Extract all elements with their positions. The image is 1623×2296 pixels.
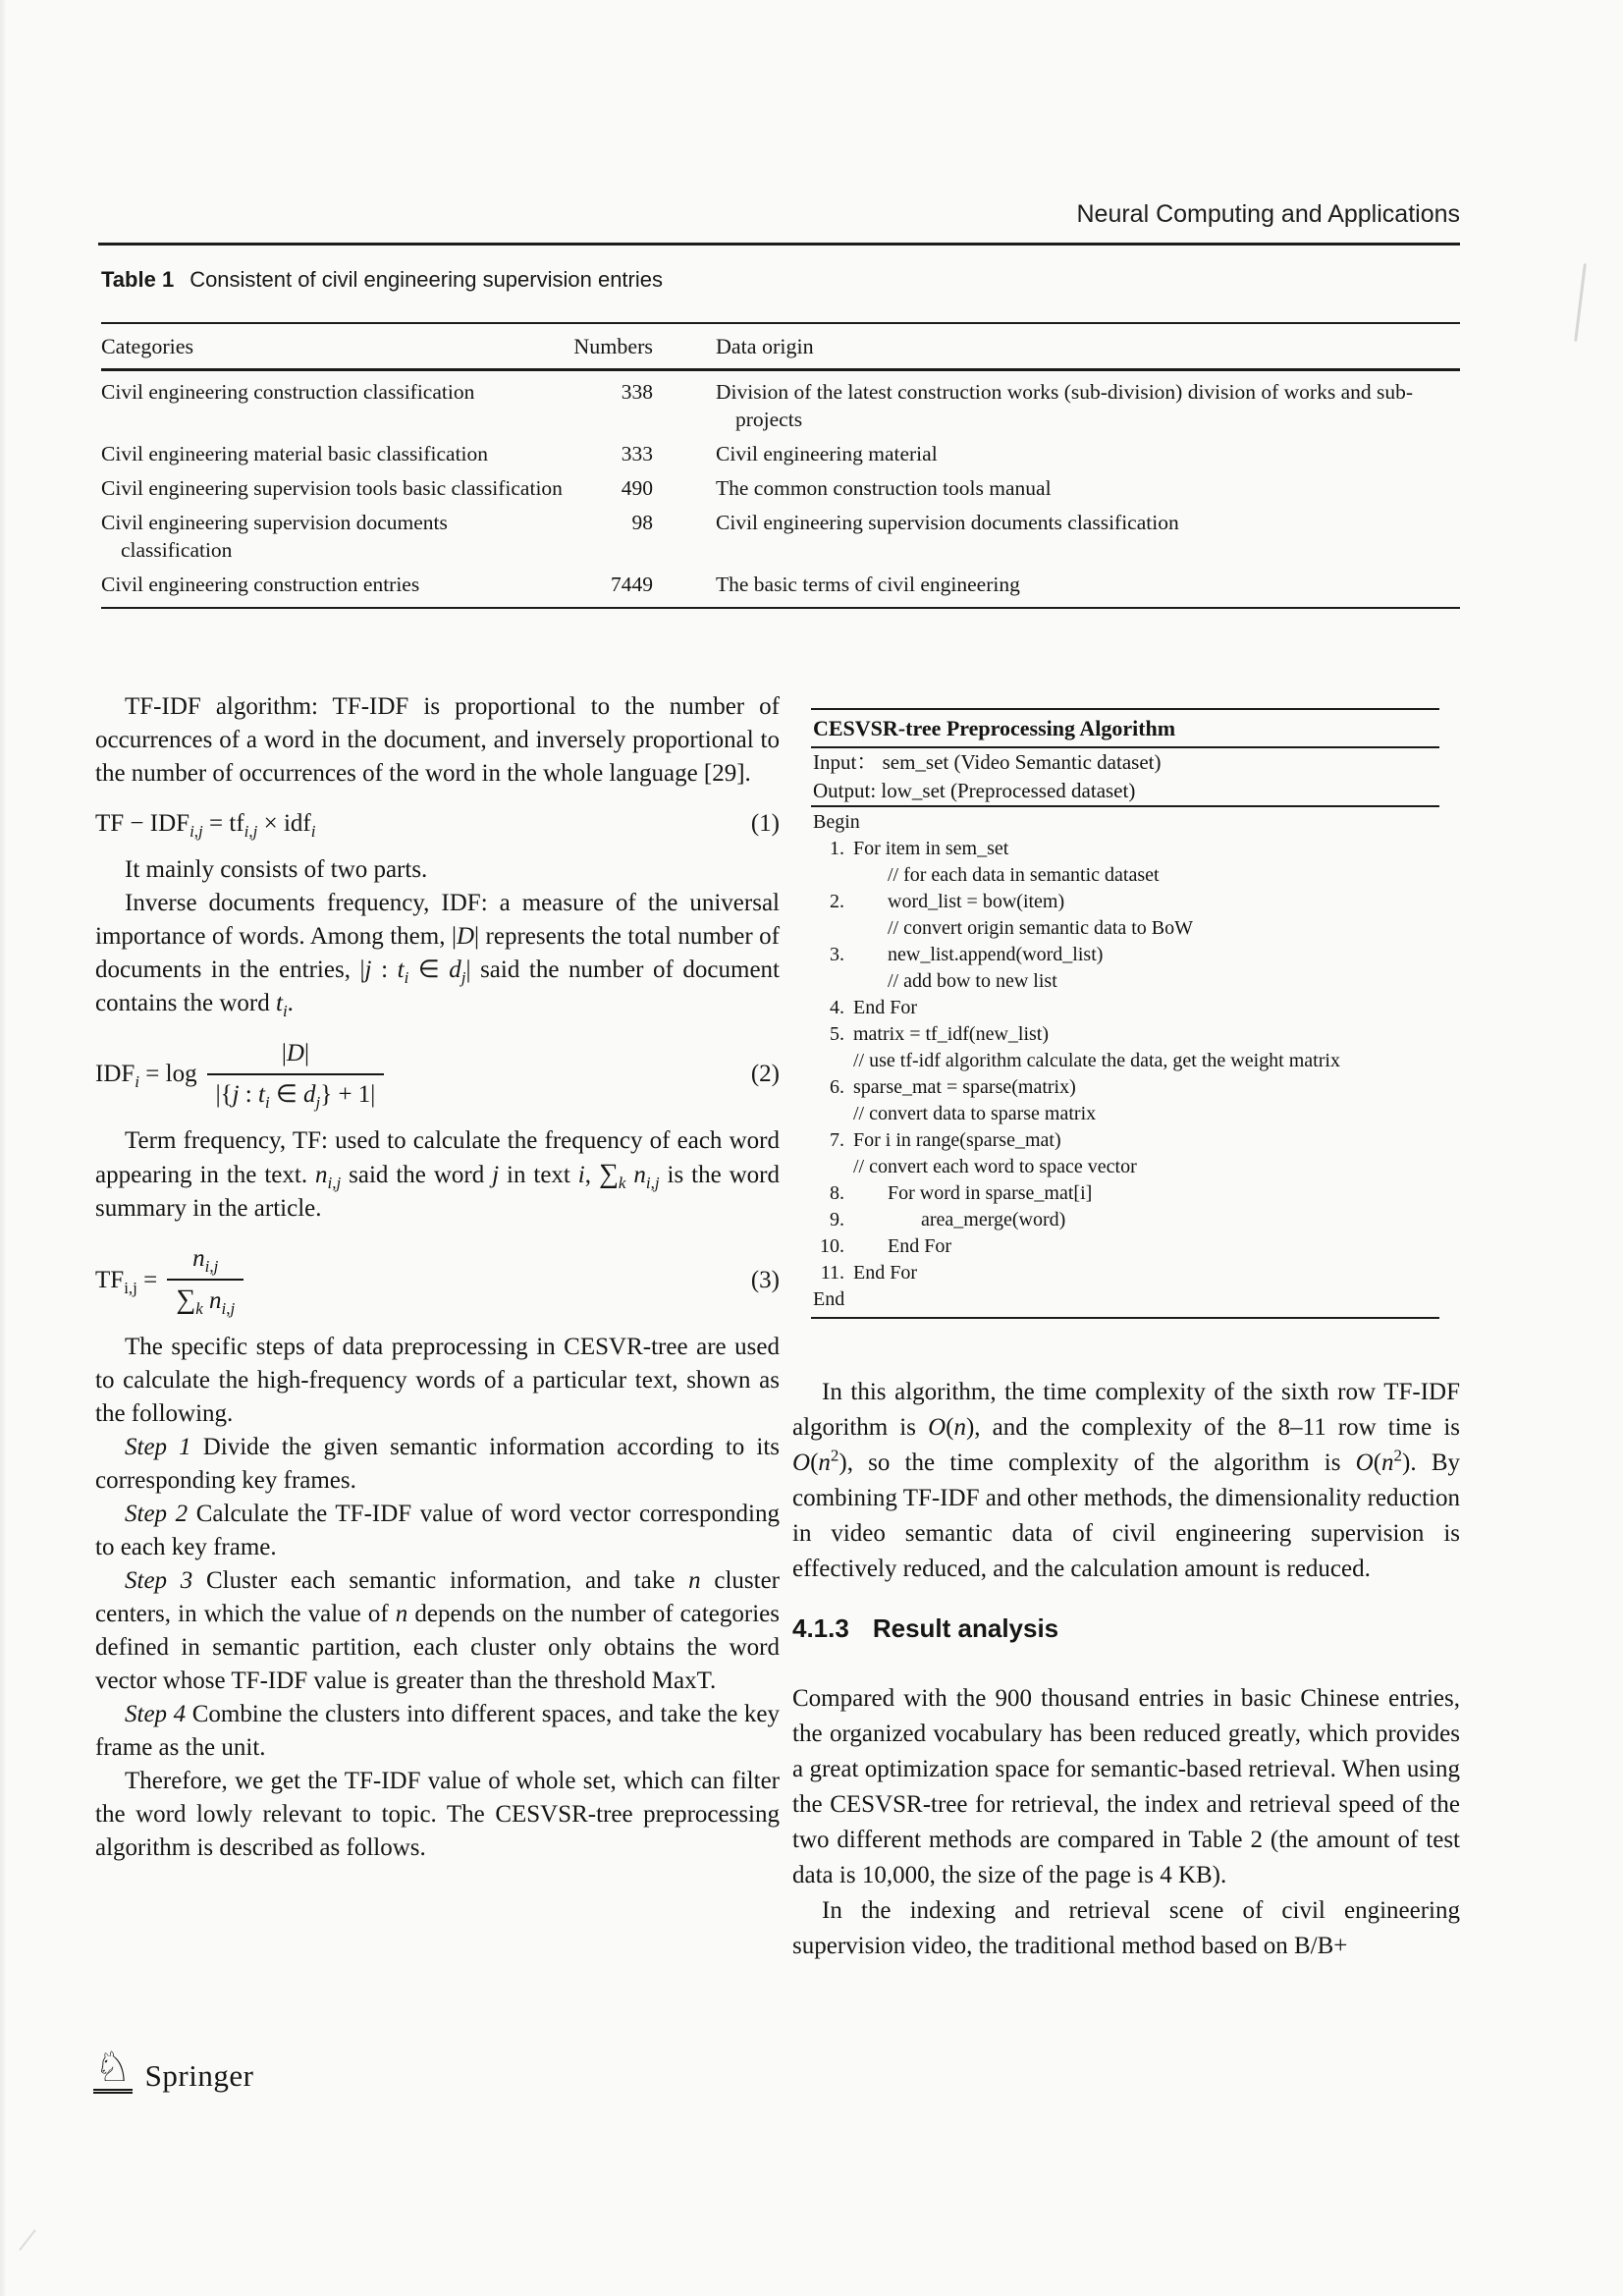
publisher-name: Springer — [144, 2058, 254, 2093]
cell-number: 7449 — [611, 573, 653, 596]
cell-origin: Division of the latest construction works (sub-division) division of works and sub-projects — [716, 380, 1414, 431]
step-paragraph: Step 2 Calculate the TF-IDF value of word vector corresponding to each key frame. — [95, 1501, 780, 1560]
equation-number: (3) — [750, 1266, 780, 1293]
table-header-row — [101, 324, 1460, 368]
algorithm-text: For i in range(sparse_mat) — [853, 1129, 1061, 1151]
algorithm-text: word_list = bow(item) — [888, 891, 1065, 912]
line-number: 7. — [830, 1129, 844, 1151]
line-number: 11. — [820, 1262, 844, 1284]
algorithm-box — [811, 708, 1439, 1319]
algorithm-comment — [811, 1048, 1439, 1074]
cell-category: Civil engineering construction entries — [101, 573, 420, 596]
col-header-data-origin: Data origin — [716, 334, 814, 358]
cell-number: 98 — [631, 511, 653, 534]
col-header-categories: Categories — [101, 334, 194, 358]
equation-2 — [95, 1037, 780, 1112]
comment-text: // convert each word to space vector — [853, 1156, 1137, 1177]
equation-lhs: $TF_{i,j}$ = — [95, 1266, 158, 1297]
cell-origin: Civil engineering material — [716, 442, 938, 465]
comment-text: // add bow to new list — [888, 970, 1057, 992]
paragraph: It mainly consists of two parts. — [125, 856, 428, 883]
equation-3 — [95, 1242, 780, 1318]
algorithm-text: End For — [853, 1262, 917, 1284]
equation-body: TF − $IDF_{i,j} = tf_{i,j} \times idf_i$ — [95, 810, 316, 841]
cell-origin: The common construction tools manual — [716, 476, 1052, 500]
table-row — [101, 470, 1460, 505]
paragraph: The specific steps of data preprocessing in CESVR-tree are used to calculate the high-frequency words of a particular text, shown as the following. — [95, 1334, 780, 1427]
line-number: 8. — [830, 1182, 844, 1204]
equation-number: (2) — [750, 1061, 780, 1087]
cell-category: Civil engineering construction classification — [101, 380, 475, 404]
algorithm-line — [811, 1127, 1439, 1154]
fraction-numerator: $n_{i,j}$ — [192, 1245, 219, 1276]
header-rule — [98, 243, 1460, 246]
paragraph: Therefore, we get the TF-IDF value of whole set, which can filter the word lowly relevant to topic. The CESVSR-tree preprocessing algorithm is described as follows. — [95, 1768, 780, 1861]
table1-caption — [101, 267, 1460, 293]
table1-caption-label: Table 1 — [101, 267, 175, 292]
section-number: 4.1.3 — [792, 1613, 849, 1643]
algorithm-text: matrix = tf_idf(new_list) — [853, 1023, 1050, 1045]
step-paragraph: Step 4 Combine the clusters into different spaces, and take the key frame as the unit. — [95, 1701, 780, 1761]
table1-caption-text: Consistent of civil engineering supervision entries — [189, 267, 663, 292]
fraction-denominator: $\sum_k$ $n_{i,j}$ — [167, 1279, 243, 1318]
fraction-denominator: |{j : $t_i$ ∈ $d_j\} + 1|$ — [207, 1073, 385, 1112]
paragraph: Inverse documents frequency, IDF: a measure of the universal importance of words. Among them, |D| represents the total number of documents in the entries, |j : $t_i$ ∈ $d_j|$ said the number of document contains the word $t_i$. — [95, 890, 781, 1020]
scan-edge-shadow — [0, 0, 7, 2296]
algorithm-output: Output: low_set (Preprocessed dataset) — [813, 779, 1136, 802]
cell-category: Civil engineering material basic classification — [101, 442, 489, 465]
algorithm-comment — [811, 862, 1439, 889]
cell-category: Civil engineering supervision tools basic classification — [101, 476, 563, 500]
algorithm-comment — [811, 1154, 1439, 1180]
paragraph: Compared with the 900 thousand entries in basic Chinese entries, the organized vocabulary has been reduced greatly, which provides a great optimization space for semantic-based retrieval. When using the CESVSR-tree for retrieval, the index and retrieval speed of the two different methods are compared in Table 2 (the amount of test data is 10,000, the size of the page is 4 KB). — [792, 1685, 1460, 1888]
table-row — [101, 374, 1460, 436]
algorithm-input: Input： sem_set (Video Semantic dataset) — [813, 750, 1162, 774]
line-number: 5. — [830, 1023, 844, 1045]
algorithm-comment — [811, 968, 1439, 995]
algorithm-comment — [811, 915, 1439, 942]
table-row — [101, 505, 1460, 567]
fraction — [167, 1242, 243, 1318]
journal-header: Neural Computing and Applications — [1076, 200, 1460, 228]
cell-number: 490 — [621, 476, 653, 500]
algorithm-line — [811, 1180, 1439, 1207]
cell-number: 338 — [621, 380, 653, 404]
cell-number: 333 — [621, 442, 653, 465]
algorithm-line — [811, 995, 1439, 1021]
left-column — [95, 690, 780, 1865]
line-number: 10. — [820, 1235, 844, 1257]
line-number: 4. — [830, 997, 844, 1018]
algorithm-line — [811, 942, 1439, 968]
table-row — [101, 567, 1460, 601]
algorithm-text: Begin — [813, 811, 860, 833]
paragraph: In the indexing and retrieval scene of civil engineering supervision video, the traditional method based on B/B+ — [792, 1897, 1460, 1959]
step-paragraph: Step 1 Divide the given semantic information according to its corresponding key frames. — [95, 1434, 780, 1494]
table-bottom-rule — [101, 607, 1460, 609]
col-header-numbers: Numbers — [573, 334, 653, 358]
algorithm-line — [811, 1074, 1439, 1101]
cell-origin: Civil engineering supervision documents classification — [716, 511, 1179, 534]
fraction — [207, 1037, 385, 1112]
comment-text: // convert data to sparse matrix — [853, 1103, 1097, 1124]
paragraph: In this algorithm, the time complexity of the sixth row TF-IDF algorithm is O(n), and the complexity of the 8–11 row time is $O(n^2)$, so the time complexity of the algorithm is $O(n^2)$. By combining TF-IDF and other methods, the dimensionality reduction in video semantic data of civil engineering supervision is effectively reduced, and the calculation amount is reduced. — [792, 1379, 1460, 1582]
algorithm-bottom-rule — [811, 1317, 1439, 1319]
algorithm-comment — [811, 1101, 1439, 1127]
section-title: Result analysis — [872, 1613, 1059, 1643]
scan-artifact — [1574, 263, 1587, 342]
scan-artifact — [19, 2229, 36, 2251]
algorithm-text: End For — [853, 997, 917, 1018]
algorithm-line — [811, 809, 1439, 836]
right-column — [792, 1375, 1460, 1964]
comment-text: // for each data in semantic dataset — [888, 864, 1160, 886]
paragraph: TF-IDF algorithm: TF-IDF is proportional to the number of occurrences of a word in the document, and inversely proportional to the number of occurrences of the word in the whole language [29]. — [95, 693, 780, 787]
equation-1 — [95, 807, 780, 841]
line-number: 9. — [830, 1209, 844, 1230]
algorithm-text: End — [813, 1288, 845, 1310]
comment-text: // convert origin semantic data to BoW — [888, 917, 1194, 939]
publisher-footer — [93, 2046, 254, 2094]
algorithm-line — [811, 889, 1439, 915]
algorithm-text: new_list.append(word_list) — [888, 944, 1104, 965]
cell-origin: The basic terms of civil engineering — [716, 573, 1020, 596]
table-body — [101, 371, 1460, 607]
equation-lhs: $IDF_i = \log$ — [95, 1061, 197, 1091]
line-number: 3. — [830, 944, 844, 965]
line-number: 1. — [830, 838, 844, 859]
equation-number: (1) — [750, 810, 780, 837]
algorithm-text: sparse_mat = sparse(matrix) — [853, 1076, 1076, 1098]
step-paragraph: Step 3 Cluster each semantic information, and take n cluster centers, in which the value of n depends on the number of categories defined in semantic partition, each cluster only obtains the word vector whose TF-IDF value is greater than the threshold MaxT. — [95, 1567, 781, 1694]
algorithm-line — [811, 1233, 1439, 1260]
cell-category: Civil engineering supervision documents classification — [101, 511, 448, 562]
springer-knight-icon: ♘ — [93, 2049, 133, 2094]
algorithm-text: For word in sparse_mat[i] — [888, 1182, 1093, 1204]
algorithm-text: End For — [888, 1235, 951, 1257]
algorithm-text: For item in sem_set — [853, 838, 1009, 859]
algorithm-text: area_merge(word) — [921, 1209, 1066, 1230]
fraction-numerator: |D| — [281, 1040, 309, 1066]
algorithm-line — [811, 1260, 1439, 1286]
paragraph: Term frequency, TF: used to calculate the frequency of each word appearing in the text. $n_{i,j}$ said the word j in text i, $\sum_k$ $n_{i,j}$ is the word summary in the article. — [95, 1127, 780, 1222]
algorithm-line — [811, 836, 1439, 862]
algorithm-line — [811, 1021, 1439, 1048]
algorithm-line — [811, 1286, 1439, 1313]
line-number: 6. — [830, 1076, 844, 1098]
algorithm-line — [811, 1207, 1439, 1233]
comment-text: // use tf-idf algorithm calculate the data, get the weight matrix — [853, 1050, 1340, 1071]
line-number: 2. — [830, 891, 844, 912]
algorithm-title: CESVSR-tree Preprocessing Algorithm — [813, 716, 1176, 740]
algorithm-body — [811, 807, 1439, 1317]
table1 — [101, 267, 1460, 609]
section-heading — [792, 1611, 1460, 1646]
table-row — [101, 436, 1460, 470]
